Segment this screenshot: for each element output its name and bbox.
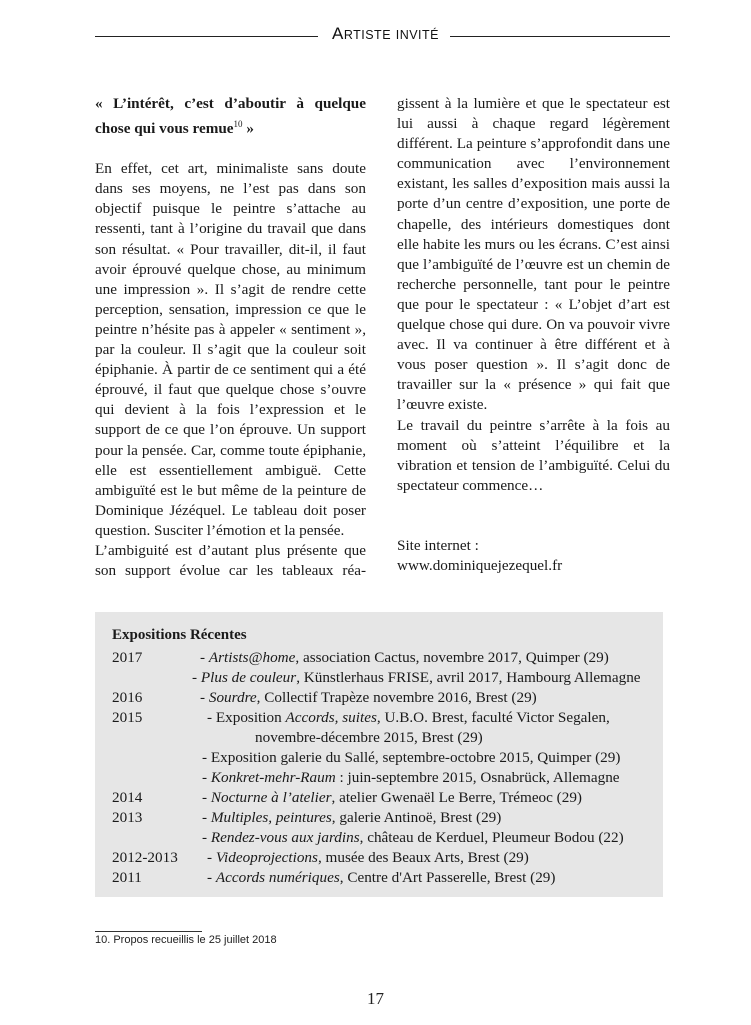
exhibition-row <box>112 868 657 888</box>
exhibition-entry <box>207 848 529 868</box>
exhibition-title: Accords, suites <box>285 709 377 726</box>
exhibition-title: Rendez-vous aux jardins <box>210 829 360 846</box>
exhibition-details: , atelier Gwenaël Le Berre, Trémeoc (29) <box>331 789 582 806</box>
body-paragraph: gissent à la lumière et que le spectateur est lui aussi à chaque regard légèrement différent. La peinture s’approfondit dans une communication avec l’environnement existant, les salles d’exposition mais aussi la porte d’un centre d’exposition, une porte de chapelle, des intérieurs domestiques dont elle habite les murs ou les écrans. C’est ainsi que l’ambiguïté de l’œuvre est un chemin de recherche personnelle, tant pour le peintre que pour le spectateur : « L’objet d’art est quelque chose qui dure. On va pouvoir vivre avec. Il va continuer à être différent et à vous poser question ». Il s’agit donc de travailler sur la « présence » qui fait que l’œuvre existe. <box>397 95 670 414</box>
exhibition-title: Artists@home <box>208 649 296 666</box>
page-number: 17 <box>367 989 384 1008</box>
exhibition-year: 2017 <box>112 649 143 666</box>
exhibition-year: 2013 <box>112 809 143 826</box>
exhibition-year: 2012-2013 <box>112 849 178 866</box>
exhibition-row <box>112 848 657 868</box>
exhibition-details: , U.B.O. Brest, faculté Victor Segalen, <box>376 709 610 726</box>
exhibition-entry <box>207 708 610 728</box>
exhibition-entry <box>200 688 537 708</box>
exhibition-entry <box>202 808 501 828</box>
exhibition-details: , musée des Beaux Arts, Brest (29) <box>317 849 529 866</box>
exhibition-prefix: - <box>207 849 216 866</box>
exhibition-prefix: - <box>200 649 209 666</box>
exhibition-prefix: - Exposition <box>207 709 286 726</box>
section-heading: « L’intérêt, c’est d’aboutir à quelque chose qui vous remue$^{10}$ » <box>95 95 366 138</box>
exhibitions-box <box>95 612 663 897</box>
website-label: Site internet : <box>397 536 479 554</box>
header-title-rest: RTISTE <box>343 28 392 42</box>
exhibitions-list <box>112 648 657 888</box>
exhibition-row <box>112 748 657 768</box>
exhibition-details: , association Cactus, novembre 2017, Quimper (29) <box>295 649 609 666</box>
exhibition-details: , Collectif Trapèze novembre 2016, Brest (29) <box>256 689 537 706</box>
exhibition-title: Sourdre <box>208 689 257 706</box>
exhibition-entry <box>200 648 609 668</box>
exhibition-details: novembre-décembre 2015, Brest (29) <box>255 729 483 746</box>
exhibition-title: Accords numériques <box>215 869 340 886</box>
exhibition-row <box>112 688 657 708</box>
exhibition-row <box>112 668 657 688</box>
left-column <box>95 94 366 581</box>
exhibition-prefix: - <box>202 809 211 826</box>
exhibition-prefix: - <box>207 869 216 886</box>
exhibition-row <box>112 708 657 728</box>
exhibition-title: Multiples, peintures <box>210 809 332 826</box>
header-title: ARTISTE INVITÉ <box>331 24 440 43</box>
exhibition-year: 2014 <box>112 789 143 806</box>
exhibition-details: , galerie Antinoë, Brest (29) <box>331 809 502 826</box>
exhibition-entry <box>202 828 624 848</box>
exhibition-title: Plus de couleur <box>200 669 297 686</box>
exhibitions-heading: Expositions Récentes <box>112 627 247 643</box>
exhibition-details: , Künstlerhaus FRISE, avril 2017, Hambourg Allemagne <box>296 669 641 686</box>
body-paragraph: Le travail du peintre s’arrête à la fois au moment où s’atteint l’équilibre et la vibration et tension de l’ambiguïté. Celui du spectateur commence… <box>397 416 670 494</box>
exhibition-entry <box>192 668 641 688</box>
exhibition-year: 2011 <box>112 869 142 886</box>
website-url: www.dominiquejezequel.fr <box>397 556 563 574</box>
exhibition-row <box>112 728 657 748</box>
running-header <box>95 22 670 48</box>
exhibition-entry <box>255 728 483 748</box>
footnote-reference: 10 <box>233 119 243 130</box>
exhibition-year: 2015 <box>112 709 143 726</box>
right-column <box>397 94 670 576</box>
footnote-rule <box>95 931 202 932</box>
exhibition-prefix: - <box>192 669 201 686</box>
header-rule-right <box>450 36 670 37</box>
website-block <box>397 536 670 576</box>
exhibition-entry <box>207 868 555 888</box>
exhibition-title: Nocturne à l’atelier <box>210 789 332 806</box>
header-rule-left <box>95 36 318 37</box>
exhibition-prefix: - <box>202 829 211 846</box>
exhibition-title: Konkret-mehr-Raum <box>210 769 336 786</box>
exhibition-details: : juin-septembre 2015, Osnabrück, Allemagne <box>335 769 620 786</box>
exhibition-entry <box>202 748 620 768</box>
exhibition-prefix: - <box>202 769 211 786</box>
exhibition-row <box>112 648 657 668</box>
exhibition-details: , château de Kerduel, Pleumeur Bodou (22) <box>359 829 624 846</box>
body-paragraph: L’ambiguité est d’autant plus présente que son support évolue car les tableaux réa- <box>95 541 366 580</box>
exhibition-row <box>112 828 657 848</box>
exhibition-row <box>112 768 657 788</box>
exhibition-details: , Centre d'Art Passerelle, Brest (29) <box>339 869 556 886</box>
exhibition-year: 2016 <box>112 689 143 706</box>
exhibition-entry <box>202 788 582 808</box>
exhibition-row <box>112 808 657 828</box>
footnote: 10. Propos recueillis le 25 juillet 2018 <box>95 934 277 946</box>
exhibition-title: Videoprojections <box>215 849 318 866</box>
exhibition-row <box>112 788 657 808</box>
exhibition-prefix: - <box>202 789 211 806</box>
exhibition-prefix: - <box>200 689 209 706</box>
exhibition-entry <box>202 768 620 788</box>
exhibition-prefix: - Exposition galerie du Sallé, septembre-octobre 2015, Quimper (29) <box>202 749 621 766</box>
header-title-second: INVITÉ <box>395 28 440 42</box>
body-paragraph: En effet, cet art, minimaliste sans doute dans ses moyens, ne l’est pas dans son objectif puisque le peintre s’attache au ressenti, tant à l’origine du travail que dans son résultat. « Pour travailler, dit-il, il faut avoir éprouvé quelque chose, au minimum une impression ». Il s’agit de rendre cette perception, sensation, impression ce que le peintre n’hésite pas à appeler « sentiment », par la couleur. Il s’agit que la couleur soit épiphanie. À partir de ce sentiment qui a été éprouvé, il faut que quelque chose s’ouvre qui devient à la fois l’expression et le support de ce que l’on éprouve. Un support pour la pensée. Car, comme toute épiphanie, elle est essentiellement ambiguë. Cette ambiguïté est le but même de la peinture de Dominique Jézéquel. Le tableau doit poser question. Susciter l’émotion et la pensée. <box>95 160 366 539</box>
